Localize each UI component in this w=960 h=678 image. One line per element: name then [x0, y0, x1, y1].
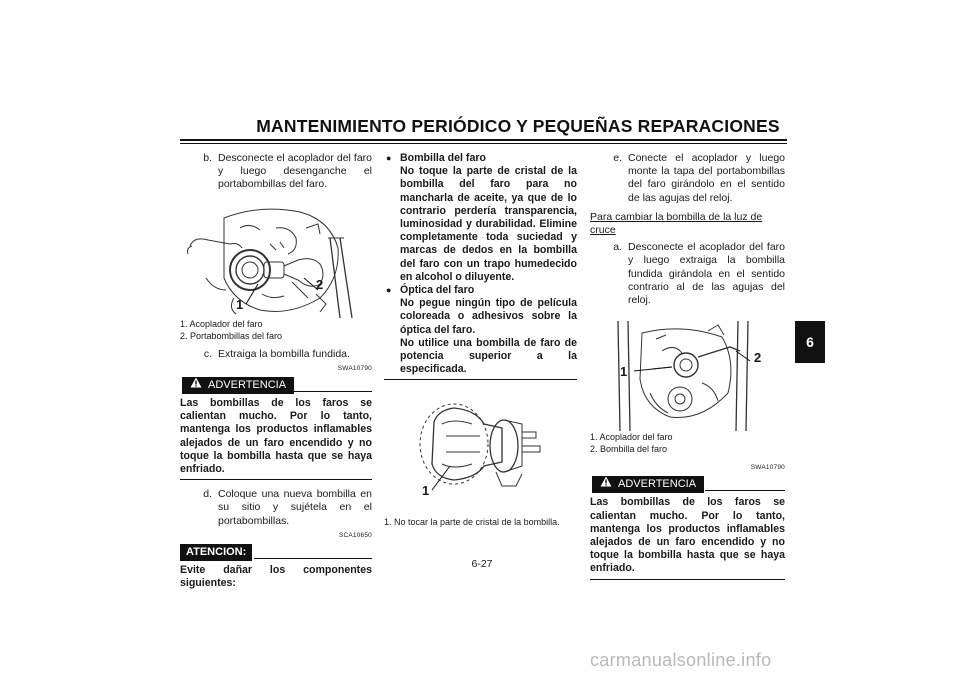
column-left	[180, 152, 372, 590]
warning-rule	[705, 490, 785, 491]
warning-label	[182, 377, 294, 394]
reference-code: SWA10790	[337, 364, 372, 372]
header-rule-thin	[180, 143, 787, 144]
step-text: Coloque una nueva bombilla en su sitio y sujétela en el portabombillas.	[218, 488, 372, 527]
page-title: MANTENIMIENTO PERIÓDICO Y PEQUEÑAS REPARACIONES	[256, 116, 780, 136]
step-e	[590, 152, 785, 205]
step-text: Desconecte el acoplador del faro y luego extraiga la bombilla fundida girándola en el sentido contrario al de las agujas del reloj.	[628, 241, 785, 307]
bullet-text: No utilice una bombilla de faro de potencia superior a la especificada.	[400, 336, 577, 376]
watermark-text: carmanualsonline.info	[590, 650, 772, 670]
caption-item: 2. Bombilla del faro	[590, 444, 668, 455]
step-text: Conecte el acoplador y luego monte la tapa del portabombillas del faro girándolo en el sentido de las agujas del reloj.	[628, 152, 785, 204]
callout-1: 1	[620, 364, 628, 380]
step-text: Extraiga la bombilla fundida.	[218, 347, 350, 360]
warning-label-text: ADVERTENCIA	[618, 478, 697, 491]
page-number: 6-27	[471, 558, 493, 570]
reference-code: SWA10790	[750, 464, 785, 472]
bullet-icon: ●	[386, 153, 392, 163]
bullet-title: Bombilla del faro	[400, 152, 486, 164]
callout-2: 2	[754, 350, 762, 366]
warning-triangle-icon	[600, 476, 612, 493]
warning-body: Las bombillas de los faros se calientan mucho. Por lo tanto, mantenga los productos inflamables alejados de un faro encendido y no toque la bombilla hasta que se haya enfriado.	[590, 496, 785, 579]
bullet-icon: ●	[386, 285, 392, 296]
callout-1: 1	[236, 296, 244, 312]
figure-captions	[180, 318, 372, 342]
warning-header	[180, 377, 372, 395]
bulb-illustration	[384, 394, 577, 516]
bullet-text: No toque la parte de cristal de la bombilla del faro para no mancharla de aceite, ya que de lo contrario perdería transparencia, luminosidad y durabilidad. Elimine completamente toda suciedad y marcas de dedos en la bombilla del faro con un trapo humedecido en alcohol o diluyente.	[400, 165, 577, 283]
figure-captions	[384, 516, 577, 528]
caution-body: Evite dañar los componentes siguientes:	[180, 564, 372, 590]
reference-code: SCA10650	[338, 531, 372, 539]
bullet-item	[384, 284, 577, 376]
step-letter: e.	[613, 152, 622, 164]
caution-bullets	[384, 152, 577, 380]
figure-low-beam-bulb	[590, 313, 785, 431]
column-right	[590, 152, 785, 588]
headlight-coupler-illustration	[180, 198, 372, 318]
section-subheading: Para cambiar la bombilla de la luz de cruce	[590, 210, 763, 237]
warning-triangle-icon	[190, 377, 202, 394]
caution-rule	[254, 558, 372, 559]
caution-label: ATENCION:	[180, 544, 252, 561]
step-a	[590, 241, 785, 307]
warning-header	[590, 476, 785, 494]
column-middle	[384, 152, 577, 534]
step-c	[180, 348, 372, 361]
bullet-title: Óptica del faro	[400, 284, 475, 297]
step-letter: d.	[203, 488, 212, 501]
step-letter: b.	[203, 152, 212, 164]
figure-headlight-coupler	[180, 198, 372, 318]
step-letter: c.	[203, 347, 212, 360]
step-letter: a.	[613, 241, 622, 254]
bullet-text: No pegue ningún tipo de película coloreada o adhesivos sobre la óptica del faro.	[400, 297, 577, 336]
callout-2: 2	[316, 276, 324, 292]
chapter-tab[interactable]: 6	[795, 321, 825, 363]
callout-1: 1	[422, 483, 430, 499]
step-d	[180, 488, 372, 528]
warning-body: Las bombillas de los faros se calientan mucho. Por lo tanto, mantenga los productos inflamables alejados de un faro encendido y no toque la bombilla hasta que se haya enfriado.	[180, 397, 372, 480]
caption-item: 1. Acoplador del faro	[180, 318, 263, 329]
caption-item: 2. Portabombillas del faro	[180, 330, 283, 341]
caution-header	[180, 544, 372, 562]
bullet-item	[384, 152, 577, 284]
step-b	[180, 152, 372, 192]
step-text: Desconecte el acoplador del faro y luego desenganche el portabombillas del faro.	[218, 152, 372, 191]
warning-label	[592, 476, 704, 493]
caption-item: 1. Acoplador del faro	[590, 432, 673, 443]
figure-captions	[590, 431, 785, 455]
header-rule	[180, 139, 787, 141]
warning-label-text: ADVERTENCIA	[208, 379, 287, 392]
caption-item: 1. No tocar la parte de cristal de la bombilla.	[384, 517, 560, 528]
warning-rule	[294, 391, 372, 392]
figure-bulb	[384, 394, 577, 516]
